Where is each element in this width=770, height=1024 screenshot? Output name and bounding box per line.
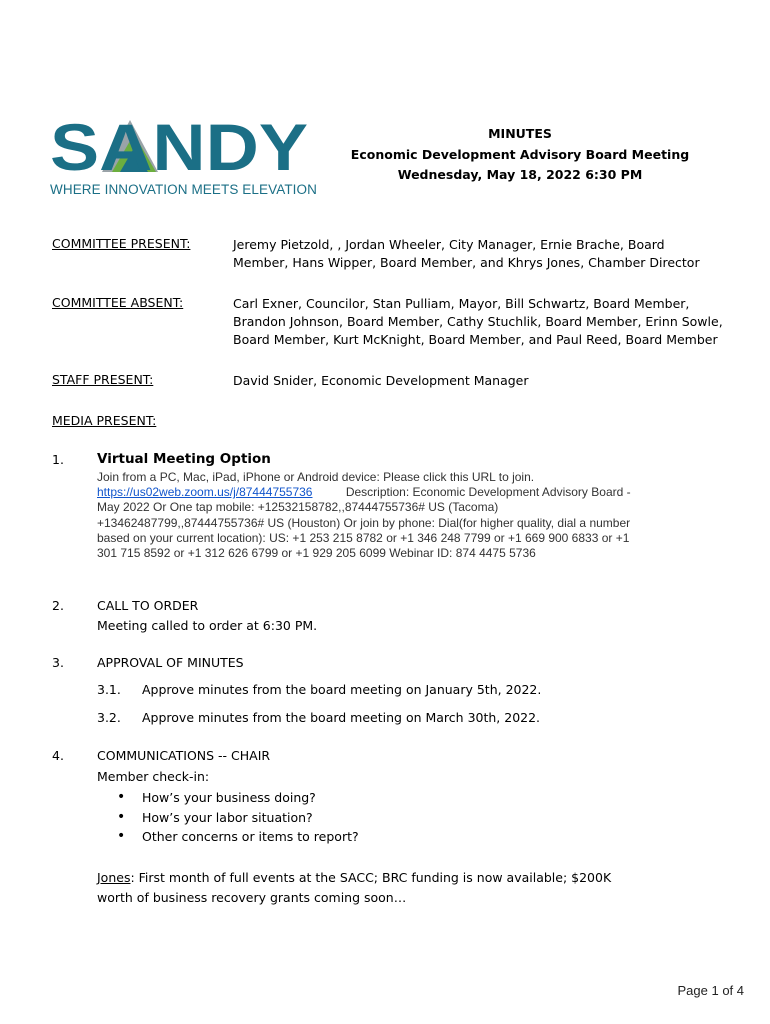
item-3-1-text: Approve minutes from the board meeting on January 5th, 2022. <box>142 682 542 697</box>
item-4-bullet-list <box>97 788 497 847</box>
item-4-intro: Member check-in: <box>97 769 210 784</box>
logo-tagline: WHERE INNOVATION MEETS ELEVATION <box>50 182 317 197</box>
item-1-title: Virtual Meeting Option <box>97 451 271 467</box>
item-4-note <box>97 868 617 908</box>
staff-present-label: STAFF PRESENT: <box>52 372 154 387</box>
note-speaker: Jones <box>97 870 131 885</box>
minutes-header <box>330 124 710 186</box>
item-3-2-number: 3.2. <box>97 710 121 725</box>
item-4-number: 4. <box>52 748 64 763</box>
page-number: Page 1 of 4 <box>677 983 744 998</box>
item-3-2-text: Approve minutes from the board meeting on March 30th, 2022. <box>142 710 541 725</box>
sandy-logo <box>50 112 317 197</box>
list-item: • How’s your labor situation? <box>97 808 497 828</box>
media-present-label: MEDIA PRESENT: <box>52 413 157 428</box>
item-1-body <box>97 470 632 561</box>
header-title: MINUTES <box>488 126 552 141</box>
committee-absent-value: Carl Exner, Councilor, Stan Pulliam, Mayor, Bill Schwartz, Board Member, Brandon Johnson, Board Member, Cathy Stuchlik, Board Member, Erinn Sowle, Board Member, Kurt McKnight, Board Member, and Paul Reed, Board Member <box>233 296 723 347</box>
staff-present-value: David Snider, Economic Development Manager <box>233 373 529 388</box>
committee-absent-label: COMMITTEE ABSENT: <box>52 295 184 310</box>
header-date: Wednesday, May 18, 2022 6:30 PM <box>397 167 643 182</box>
item-2-title: CALL TO ORDER <box>97 598 199 613</box>
zoom-meeting-link[interactable]: https://us02web.zoom.us/j/87444755736 <box>97 485 313 500</box>
item-3-1-number: 3.1. <box>97 682 121 697</box>
item-4-title: COMMUNICATIONS -- CHAIR <box>97 748 271 763</box>
list-item: • Other concerns or items to report? <box>97 827 497 847</box>
item-1-intro: Join from a PC, Mac, iPad, iPhone or Android device: Please click this URL to join. <box>97 470 535 484</box>
note-text: : First month of full events at the SACC; BRC funding is now available; $200K worth of business recovery grants coming soon… <box>97 870 612 905</box>
item-2-number: 2. <box>52 598 64 613</box>
item-3-number: 3. <box>52 655 64 670</box>
item-3-title: APPROVAL OF MINUTES <box>97 655 244 670</box>
committee-present-label: COMMITTEE PRESENT: <box>52 236 191 251</box>
logo-wordmark: SANDY <box>50 112 308 176</box>
sandy-logo-graphic <box>50 112 312 176</box>
header-meeting-name: Economic Development Advisory Board Meeting <box>350 146 690 162</box>
list-item: • How’s your business doing? <box>97 788 497 808</box>
item-1-number: 1. <box>52 452 64 467</box>
item-2-text: Meeting called to order at 6:30 PM. <box>97 618 318 633</box>
committee-present-value: Jeremy Pietzold, , Jordan Wheeler, City Manager, Ernie Brache, Board Member, Hans Wipper, Board Member, and Khrys Jones, Chamber Director <box>233 237 700 270</box>
item-1-details: Description: Economic Development Advisory Board - May 2022 Or One tap mobile: +12532158782,,87444755736# US (Tacoma) +13462487799,,87444755736# US (Houston) Or join by phone: Dial(for higher quality, dial a number based on your current location): US: +1 253 215 8782 or +1 346 248 7799 or +1 669 900 6833 or +1 301 715 8592 or +1 312 626 6799 or +1 929 205 6099 Webinar ID: 874 4475 5736 <box>97 485 631 561</box>
